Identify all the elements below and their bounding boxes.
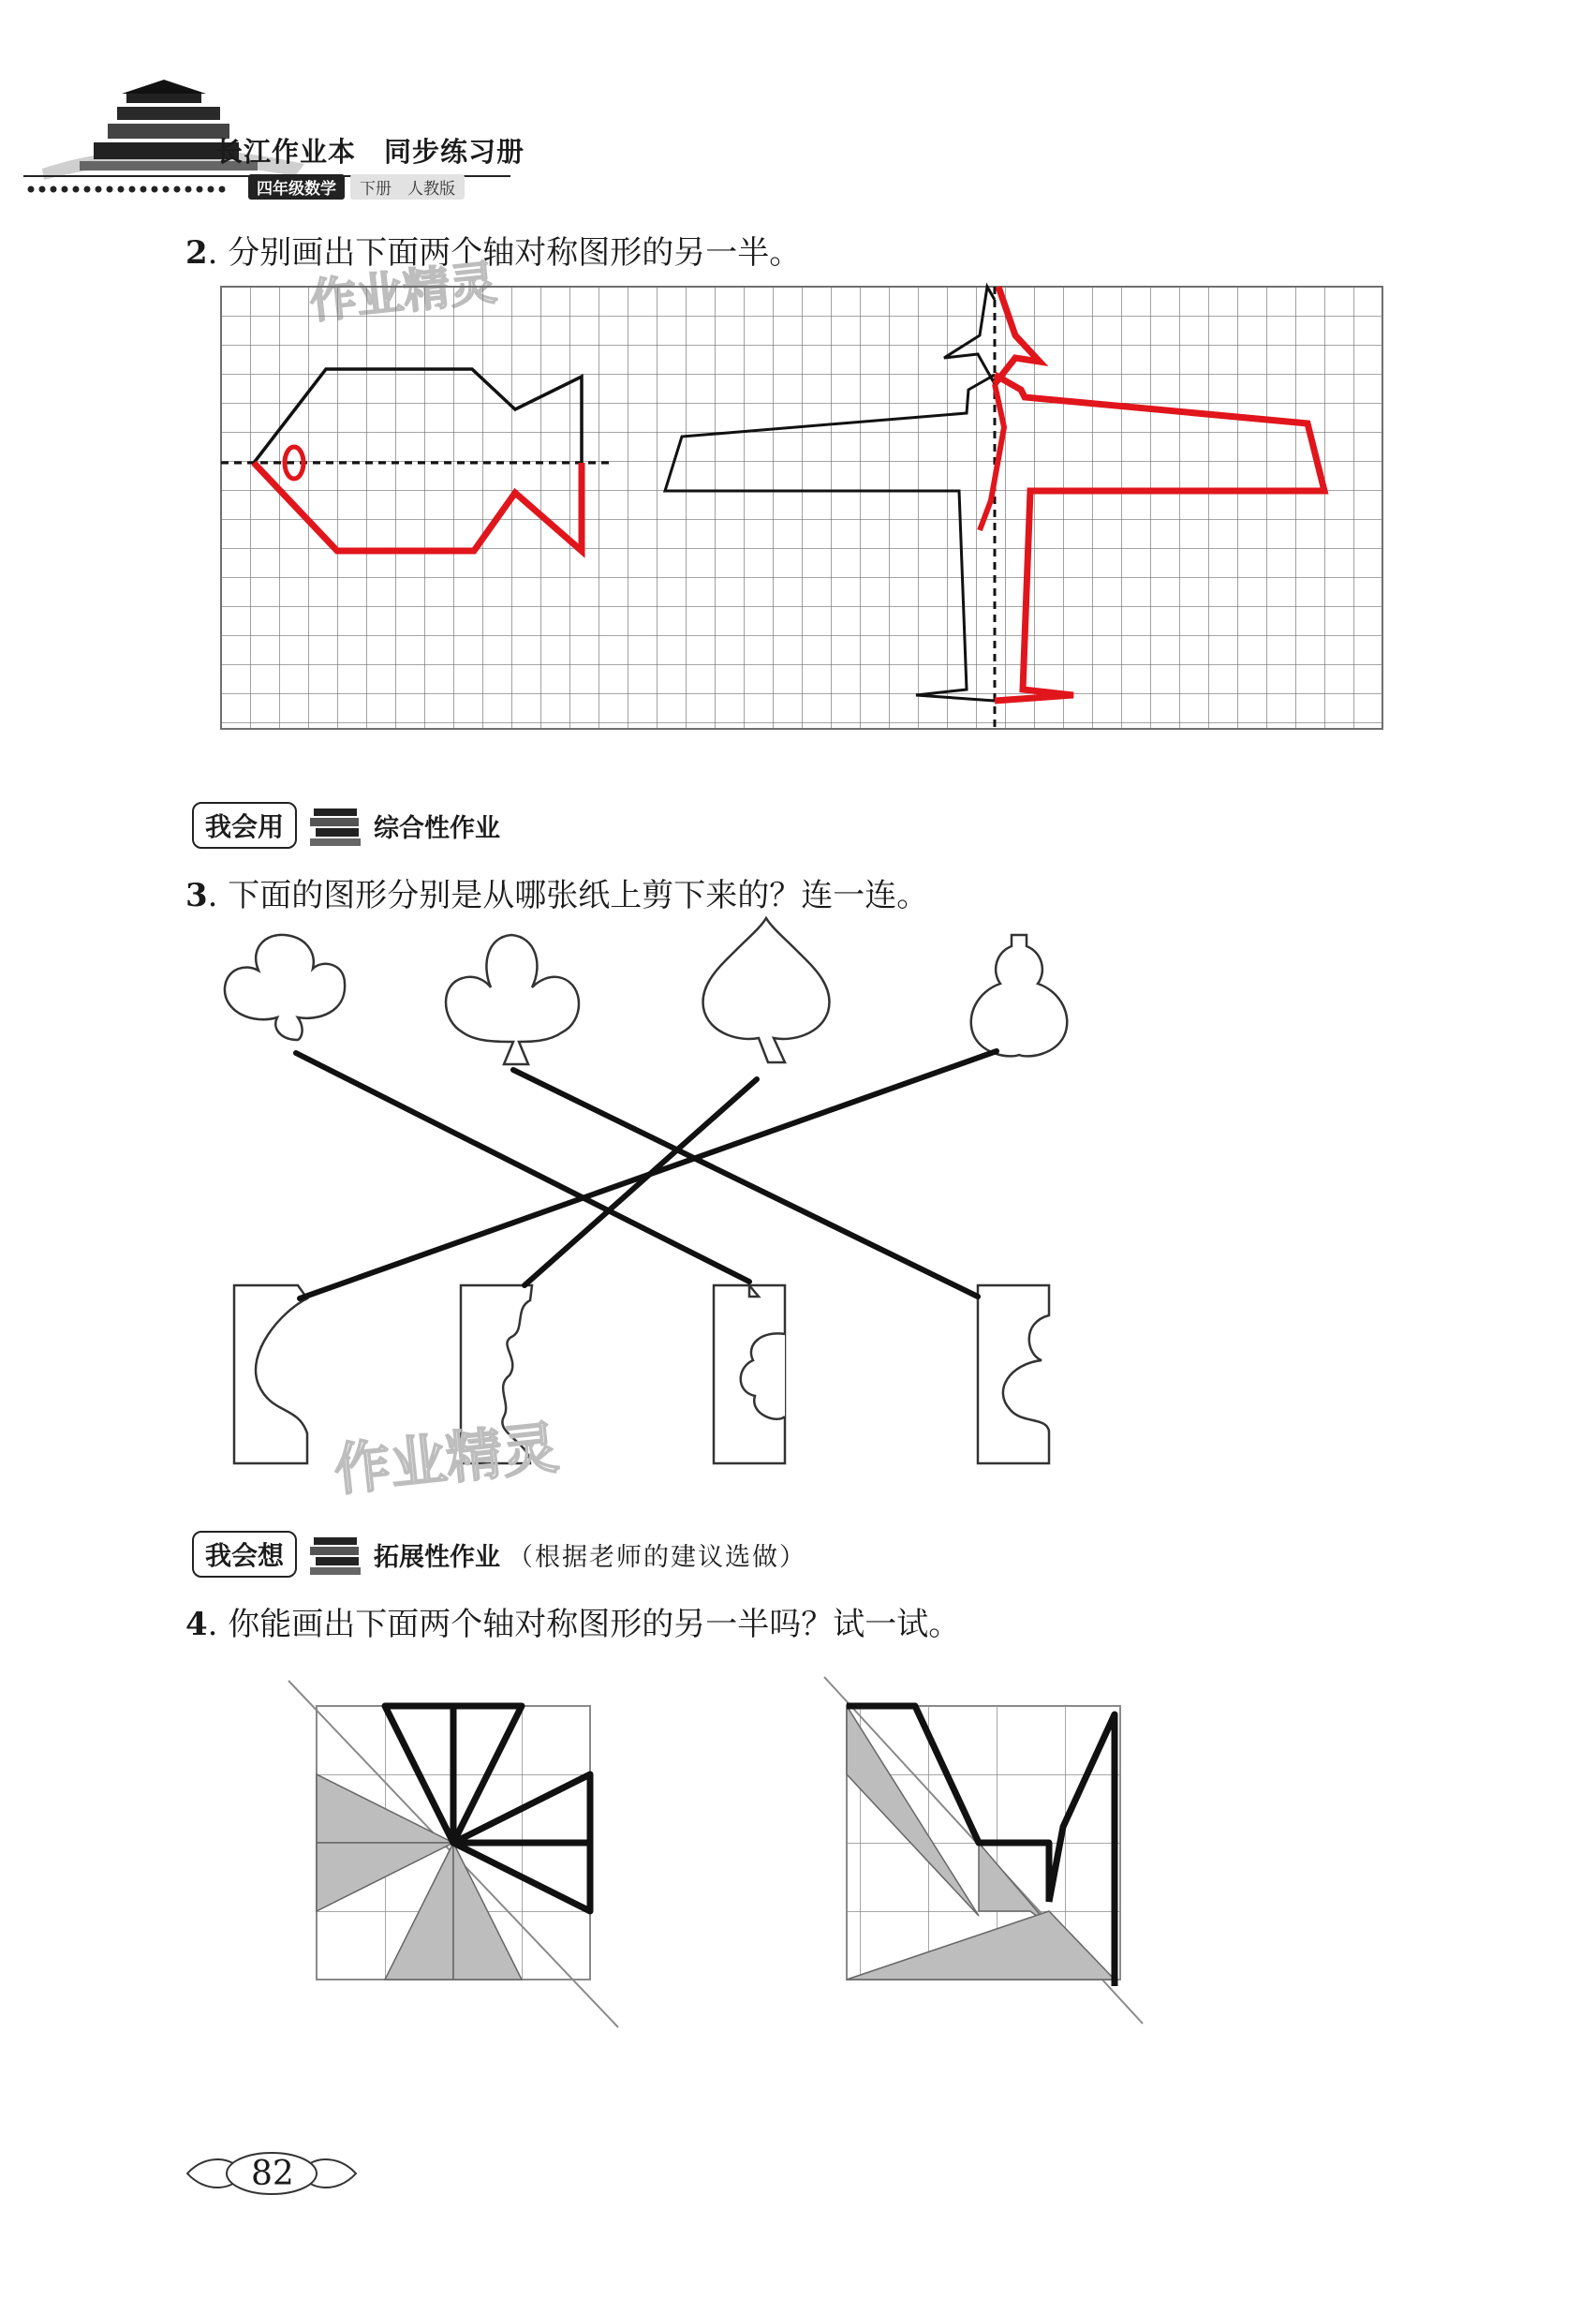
question-number: 4 — [185, 1606, 208, 1643]
fan-figure-q4 — [281, 1677, 628, 2033]
spade-shape — [703, 918, 830, 1062]
section-badge-use: 我会用 — [192, 802, 297, 849]
matching-figures-q3 — [0, 918, 1596, 1480]
triangle-figure-q4 — [824, 1677, 1171, 2033]
watermark: 作业精灵 — [331, 1415, 562, 1505]
section-note-think: （根据老师的建议选做） — [508, 1542, 807, 1572]
book-stack-icon — [308, 1532, 364, 1577]
page-number: 82 — [251, 2155, 294, 2193]
section-title-think: 拓展性作业 — [374, 1542, 501, 1572]
question-number: 2 — [185, 234, 208, 272]
question-text: . 你能画出下面两个轴对称图形的另一半吗？试一试。 — [207, 1606, 961, 1643]
volume-label: 下册 人教版 — [350, 174, 465, 200]
section-badge-think: 我会想 — [192, 1531, 297, 1578]
match-line-club — [513, 1070, 978, 1297]
question-text: . 下面的图形分别是从哪张纸上剪下来的？连一连。 — [207, 877, 929, 914]
question-number: 3 — [185, 877, 208, 914]
cut-paper-1 — [234, 1285, 307, 1463]
cut-paper-4 — [978, 1285, 1049, 1463]
book-stack-icon — [308, 803, 364, 848]
clover-shape — [225, 935, 345, 1040]
question-4 — [185, 1598, 960, 1644]
question-3 — [185, 869, 928, 915]
match-line-spade — [525, 1079, 757, 1285]
section-title-use: 综合性作业 — [374, 813, 501, 843]
club-shape — [446, 935, 579, 1064]
grid-figures-q2 — [221, 287, 1382, 729]
grade-label: 四年级数学 — [248, 174, 345, 200]
question-text: . 分别画出下面两个轴对称图形的另一半。 — [207, 234, 802, 272]
match-line-gourd — [300, 1051, 997, 1298]
book-subtitle — [248, 174, 465, 199]
book-title: 长江作业本 同步练习册 — [215, 136, 525, 168]
gourd-shape — [971, 935, 1068, 1056]
section-use-header — [192, 802, 500, 849]
section-think-header — [192, 1531, 806, 1578]
match-line-clover — [296, 1053, 749, 1282]
